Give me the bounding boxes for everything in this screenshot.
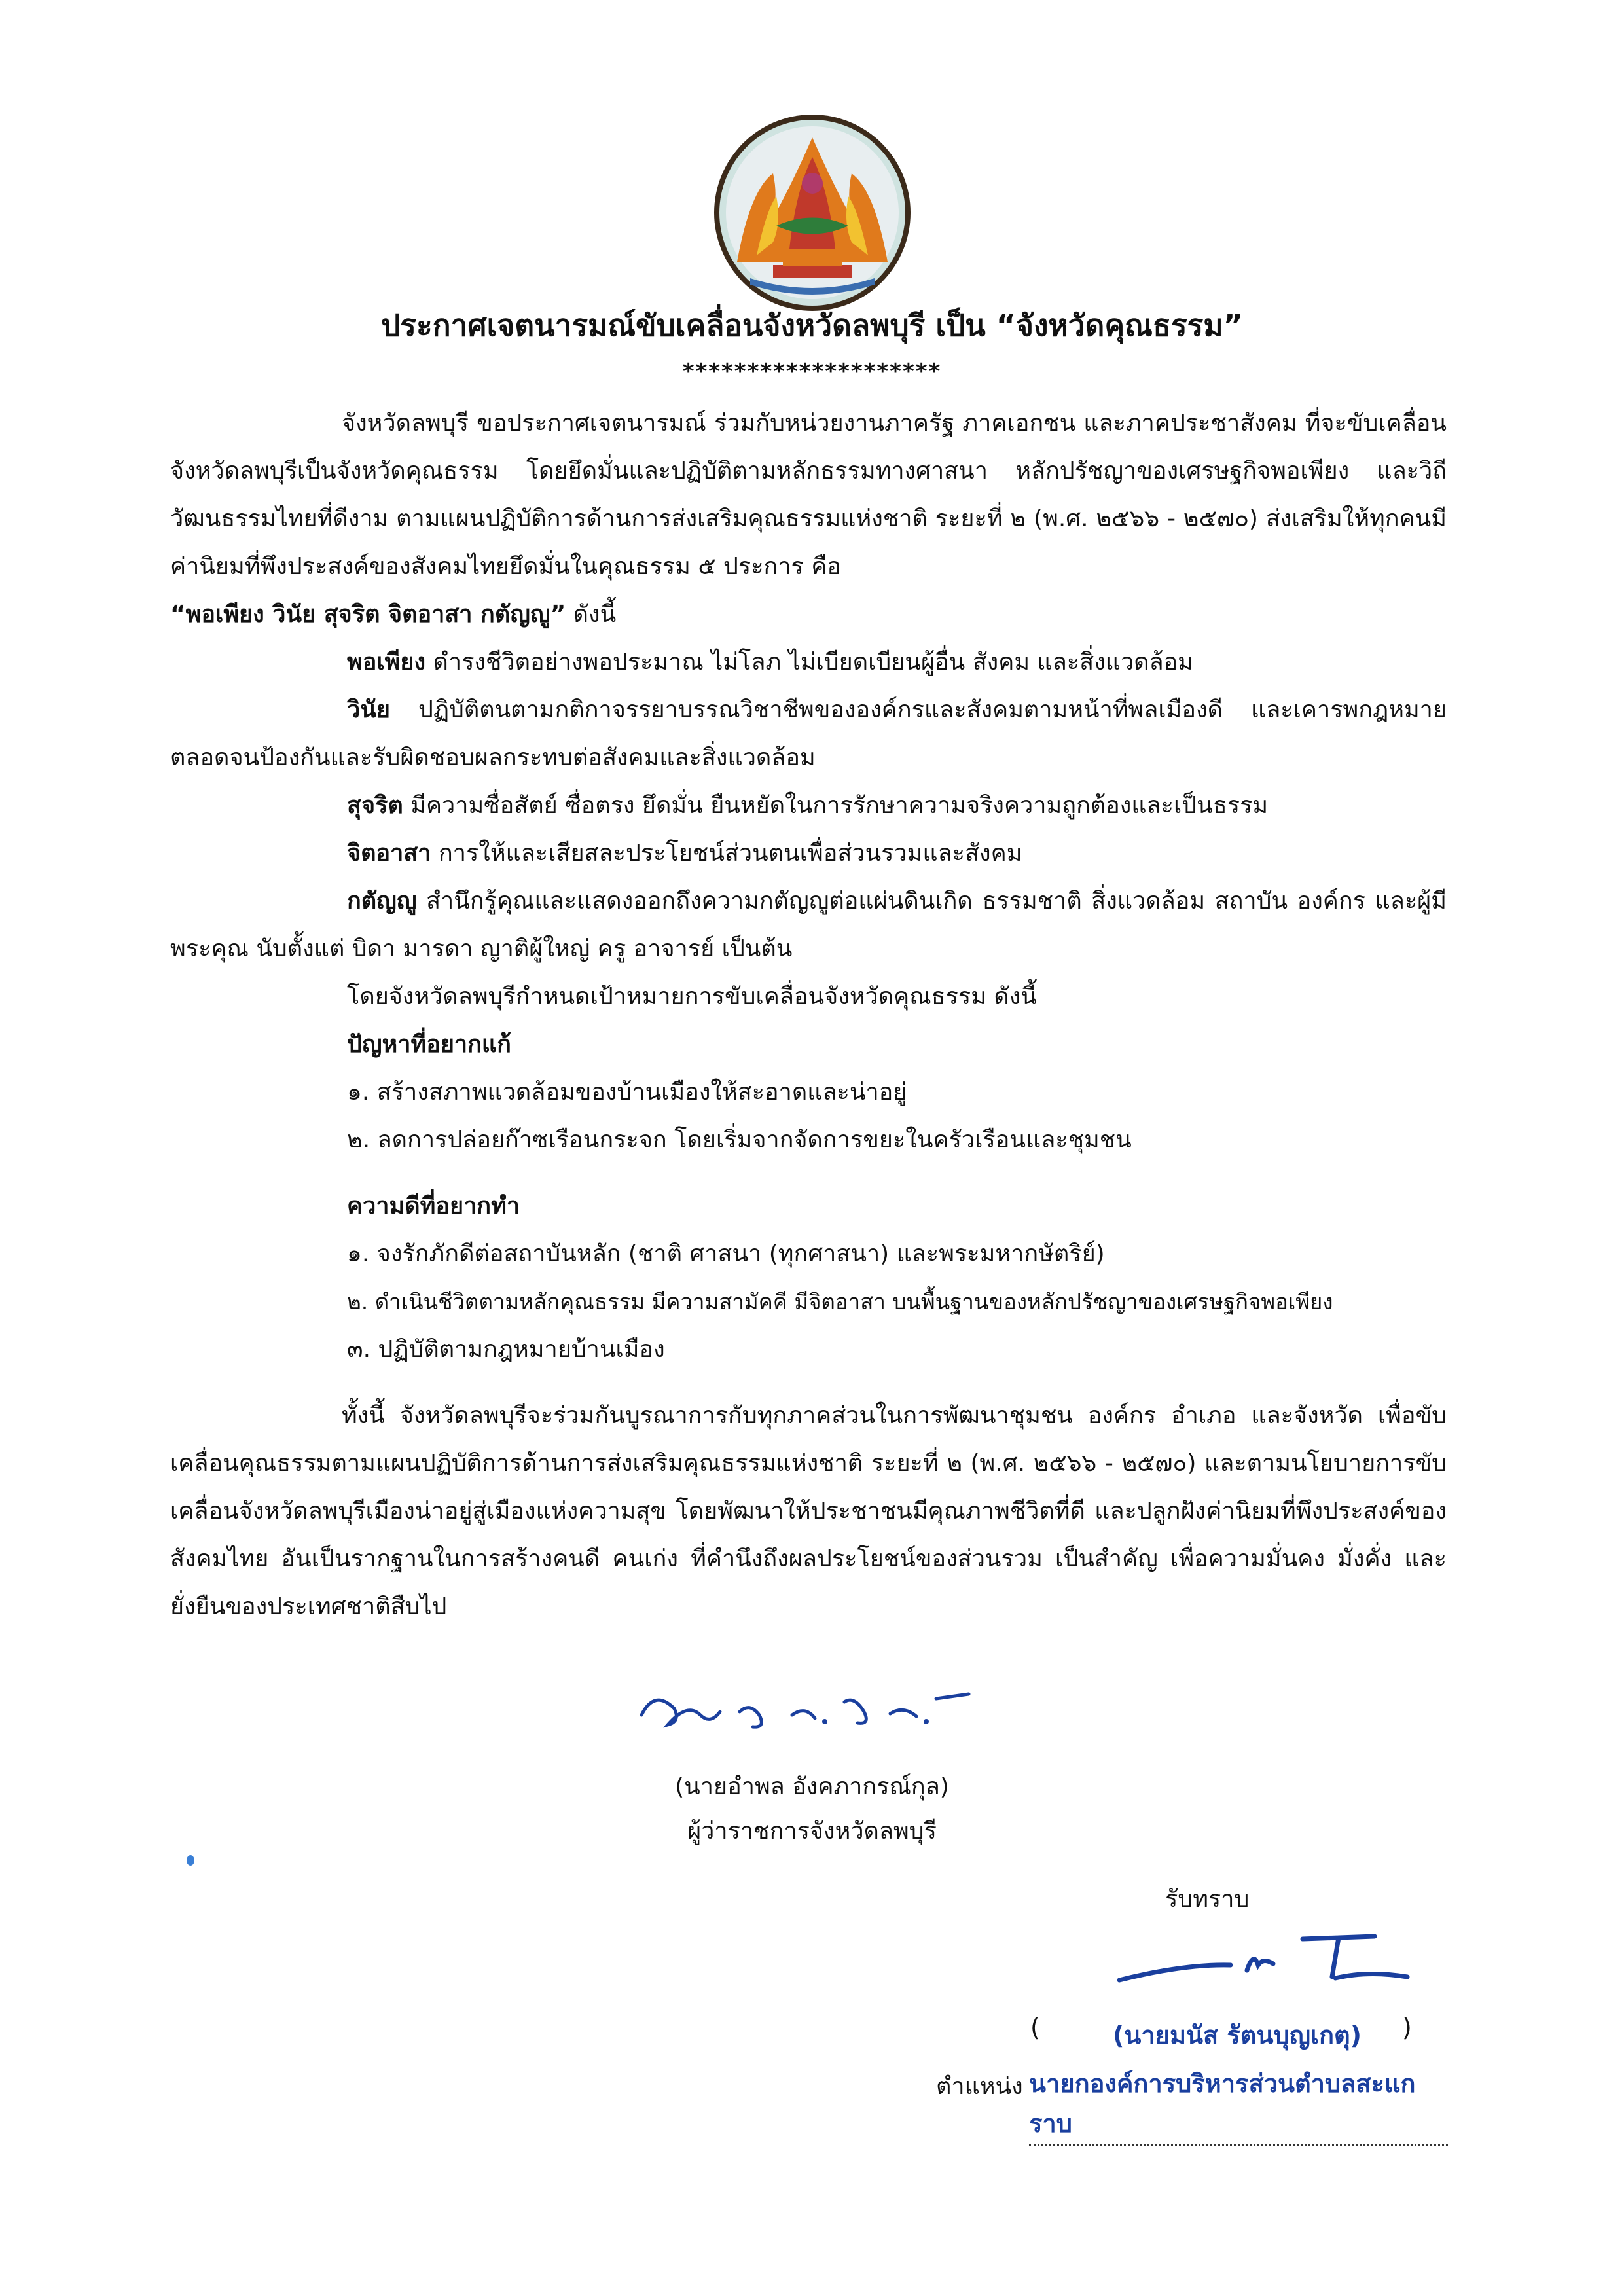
open-paren: ( — [1030, 2013, 1040, 2042]
spacer — [170, 1164, 1447, 1182]
virtue-desc: มีความซื่อสัตย์ ซื่อตรง ยึดมั่น ยืนหยัดในการรักษาความจริงความถูกต้องและเป็นธรรม — [403, 792, 1269, 819]
document-title: ประกาศเจตนารมณ์ขับเคลื่อนจังหวัดลพบุรี เป็น “จังหวัดคุณธรรม” — [381, 308, 1243, 343]
virtue-term: วินัย — [347, 696, 390, 723]
governor-position: ผู้ว่าราชการจังหวัดลพบุรี — [687, 1818, 937, 1845]
virtues-line — [170, 590, 1447, 638]
problem-item: ๒. ลดการปล่อยก๊าซเรือนกระจก โดยเริ่มจากจัดการขยะในครัวเรือนและชุมชน — [347, 1127, 1132, 1153]
virtue-item — [170, 686, 1447, 782]
title-separator: ******************** — [682, 359, 942, 385]
virtue-item — [170, 638, 1447, 686]
virtue-item — [170, 877, 1447, 973]
virtue-term: พอเพียง — [347, 649, 426, 676]
virtue-item — [170, 782, 1447, 829]
virtue-desc: สำนึกรู้คุณและแสดงออกถึงความกตัญญูต่อแผ่นดินเกิด ธรรมชาติ สิ่งแวดล้อม สถาบัน องค์กร และผู้มีพระคุณ นับตั้งแต่ บิดา มารดา ญาติผู้ใหญ่ ครู อาจารย์ เป็นต้น — [170, 888, 1447, 962]
virtues-bold: “พอเพียง วินัย สุจริต จิตอาสา กตัญญู” — [170, 601, 566, 628]
virtue-desc: ดำรงชีวิตอย่างพอประมาณ ไม่โลภ ไม่เบียดเบียนผู้อื่น สังคม และสิ่งแวดล้อม — [425, 649, 1193, 676]
good-item: ๑. จงรักภักดีต่อสถาบันหลัก (ชาติ ศาสนา (ทุกศาสนา) และพระมหากษัตริย์) — [347, 1240, 1105, 1267]
position-value: นายกองค์การบริหารส่วนตำบลสะแกราบ — [1029, 2063, 1448, 2146]
virtue-desc: การให้และเสียสละประโยชน์ส่วนตนเพื่อส่วนรวมและสังคม — [431, 840, 1022, 867]
acknowledged-label: รับทราบ — [1165, 1886, 1250, 1913]
goods-heading: ความดีที่อยากทำ — [347, 1193, 520, 1220]
close-paren: ) — [1402, 2013, 1412, 2042]
governor-name: (นายอำพล อังคภากรณ์กุล) — [675, 1773, 949, 1800]
good-item: ๓. ปฏิบัติตามกฎหมายบ้านเมือง — [347, 1336, 665, 1363]
virtue-term: จิตอาสา — [347, 840, 431, 867]
governor-signature-icon — [628, 1676, 995, 1748]
provincial-seal-icon — [711, 111, 914, 314]
virtue-term: สุจริต — [347, 792, 403, 819]
intro-paragraph: จังหวัดลพบุรี ขอประกาศเจตนารมณ์ ร่วมกับหน่วยงานภาครัฐ ภาคเอกชน และภาคประชาสังคม ที่จะขับเคลื่อนจังหวัดลพบุรีเป็นจังหวัดคุณธรรม โดยยึดมั่นและปฏิบัติตามหลักธรรมทางศาสนา หลักปรัชญาของเศรษฐกิจพอเพียง และวิถีวัฒนธรรมไทยที่ดีงาม ตามแผนปฏิบัติการด้านการส่งเสริมคุณธรรมแห่งชาติ ระยะที่ ๒ (พ.ศ. ๒๕๖๖ - ๒๕๗๐) ส่งเสริมให้ทุกคนมีค่านิยมที่พึงประสงค์ของสังคมไทยยึดมั่นในคุณธรรม ๕ ประการ คือ — [170, 410, 1447, 580]
goal-line: โดยจังหวัดลพบุรีกำหนดเป้าหมายการขับเคลื่อนจังหวัดคุณธรรม ดังนี้ — [347, 983, 1038, 1010]
virtues-tail: ดังนี้ — [566, 601, 617, 628]
acknowledger-name: (นายมนัส รัตนบุญเกตุ) — [1113, 2021, 1362, 2050]
closing-paragraph: ทั้งนี้ จังหวัดลพบุรีจะร่วมกันบูรณาการกับทุกภาคส่วนในการพัฒนาชุมชน องค์กร อำเภอ และจังหวัด เพื่อขับเคลื่อนคุณธรรมตามแผนปฏิบัติการด้านการส่งเสริมคุณธรรมแห่งชาติ ระยะที่ ๒ (พ.ศ. ๒๕๖๖ - ๒๕๗๐) และตามนโยบายการขับเคลื่อนจังหวัดลพบุรีเมืองน่าอยู่สู่เมืองแห่งความสุข โดยพัฒนาให้ประชาชนมีคุณภาพชีวิตที่ดี และปลูกฝังค่านิยมที่พึงประสงค์ของสังคมไทย อันเป็นรากฐานในการสร้างคนดี คนเก่ง ที่คำนึงถึงผลประโยชน์ของส่วนรวม เป็นสำคัญ เพื่อความมั่นคง มั่งคั่ง และยั่งยืนของประเทศชาติสืบไป — [170, 1402, 1447, 1620]
problem-item: ๑. สร้างสภาพแวดล้อมของบ้านเมืองให้สะอาดและน่าอยู่ — [347, 1079, 907, 1106]
virtue-term: กตัญญู — [347, 888, 417, 914]
ink-dot — [187, 1855, 194, 1866]
problems-heading: ปัญหาที่อยากแก้ — [347, 1031, 511, 1058]
virtue-item — [170, 829, 1447, 877]
spacer — [170, 1373, 1447, 1392]
position-label: ตำแหน่ง — [936, 2073, 1023, 2100]
good-item: ๒. ดำเนินชีวิตตามหลักคุณธรรม มีความสามัคคี มีจิตอาสา บนพื้นฐานของหลักปรัชญาของเศรษฐกิจพอเพียง — [347, 1289, 1333, 1314]
document-body — [170, 399, 1447, 1631]
virtue-desc: ปฏิบัติตนตามกติกาจรรยาบรรณวิชาชีพขององค์กรและสังคมตามหน้าที่พลเมืองดี และเคารพกฎหมาย ตลอดจนป้องกันและรับผิดชอบผลกระทบต่อสังคมและสิ่งแวดล้อม — [170, 696, 1447, 771]
acknowledger-signature-icon — [1106, 1925, 1447, 1997]
